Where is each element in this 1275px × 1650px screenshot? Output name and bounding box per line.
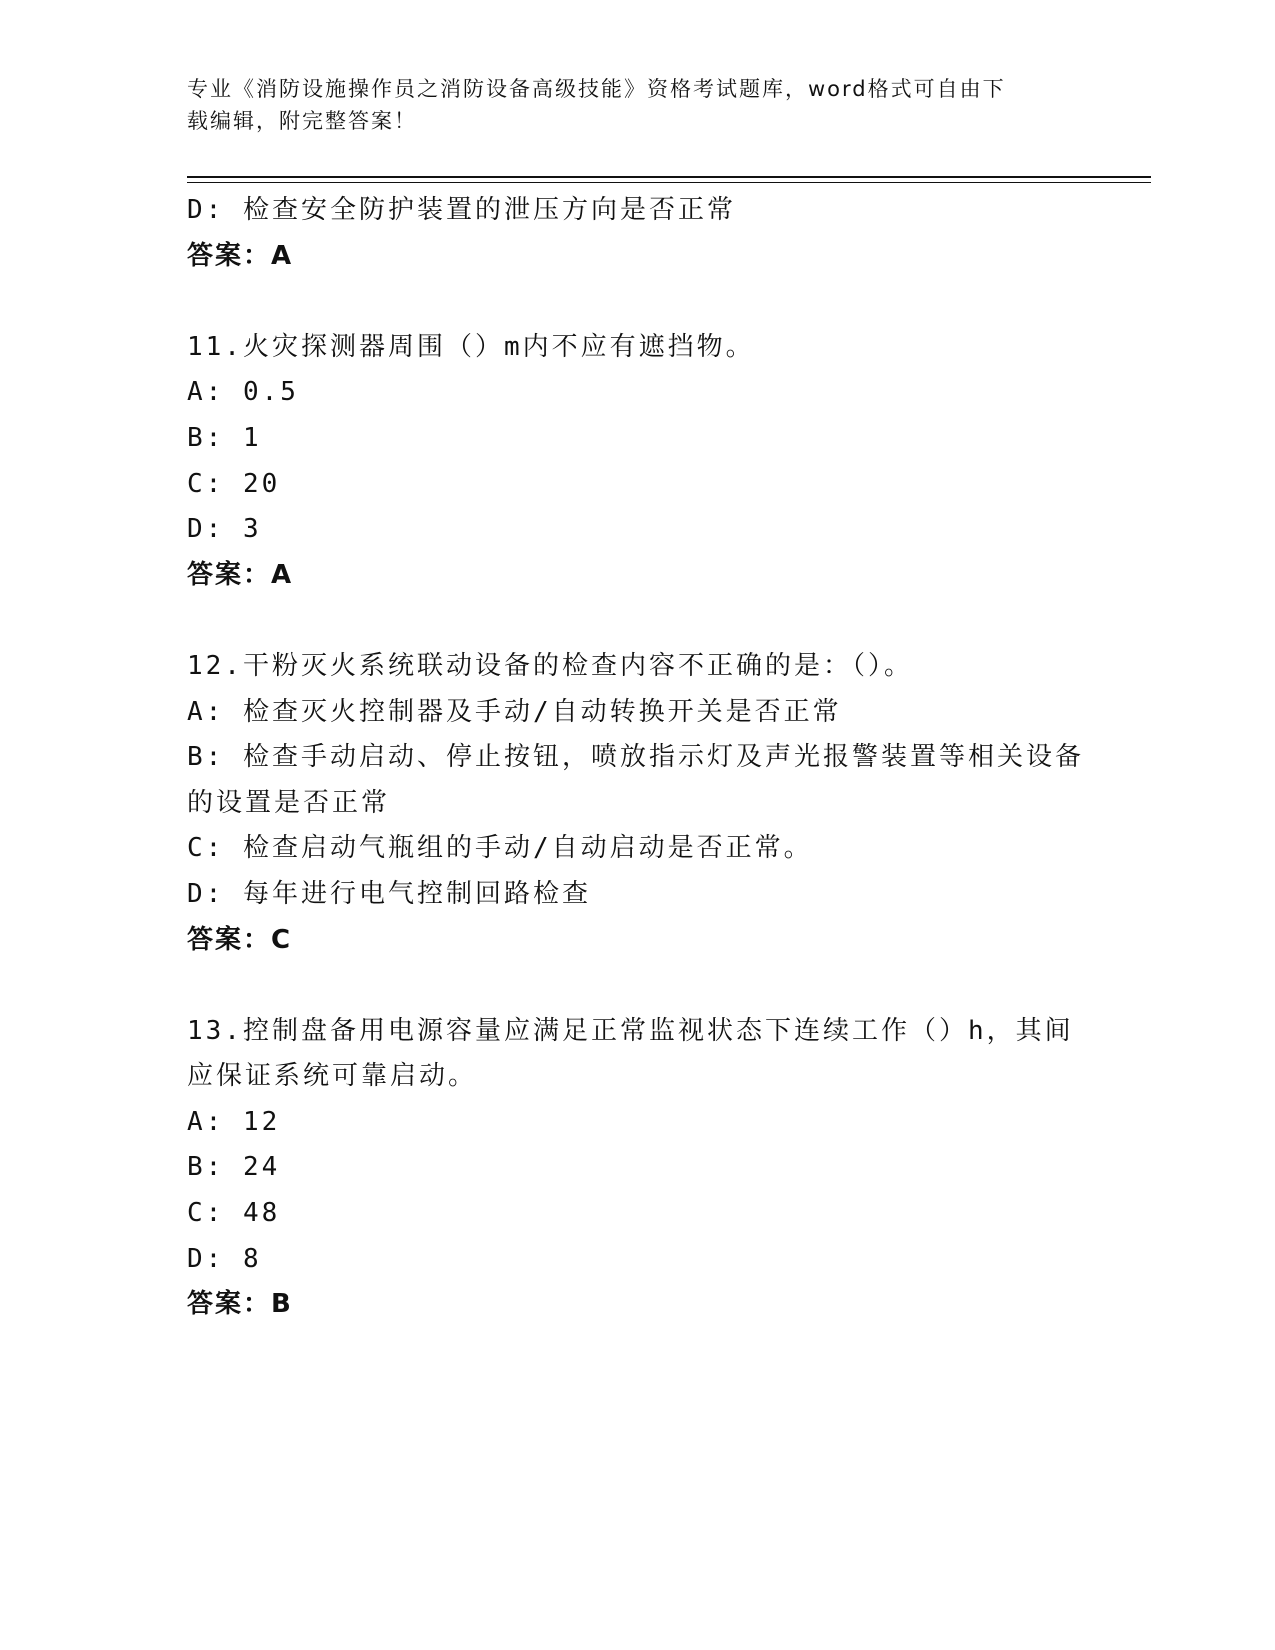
question-13-stem-cont: 应保证系统可靠启动。 bbox=[187, 1061, 478, 1092]
question-11-option-a: A: 0.5 bbox=[187, 377, 299, 408]
prev-option-d: D: 检查安全防护装置的泄压方向是否正常 bbox=[187, 195, 736, 225]
question-13-option-b: B: 24 bbox=[187, 1152, 281, 1183]
question-13-option-c: C: 48 bbox=[187, 1198, 281, 1229]
question-12-option-b: B: 检查手动启动、停止按钮，喷放指示灯及声光报警装置等相关设备 bbox=[187, 742, 1084, 773]
document-header bbox=[187, 73, 1067, 137]
question-12-option-a: A: 检查灭火控制器及手动/自动转换开关是否正常 bbox=[187, 696, 842, 727]
question-12-option-b-cont: 的设置是否正常 bbox=[187, 787, 391, 818]
header-divider-thick bbox=[187, 176, 1151, 178]
spacer bbox=[187, 598, 1087, 644]
question-13-option-d: D: 8 bbox=[187, 1243, 262, 1274]
question-12-option-c: C: 检查启动气瓶组的手动/自动启动是否正常。 bbox=[187, 833, 813, 864]
question-11-option-c: C: 20 bbox=[187, 468, 281, 499]
question-12-answer: 答案：C bbox=[187, 924, 293, 955]
header-line-1: 专业《消防设施操作员之消防设备高级技能》资格考试题库，word格式可自由下 bbox=[187, 77, 1006, 101]
spacer bbox=[187, 279, 1087, 325]
question-list bbox=[187, 188, 1087, 1328]
question-12-option-d: D: 每年进行电气控制回路检查 bbox=[187, 878, 591, 909]
question-11-option-b: B: 1 bbox=[187, 422, 262, 453]
question-13-answer: 答案：B bbox=[187, 1289, 293, 1320]
question-13-option-a: A: 12 bbox=[187, 1106, 281, 1137]
question-11-option-d: D: 3 bbox=[187, 514, 262, 545]
spacer bbox=[187, 963, 1087, 1009]
question-12-stem: 12.干粉灭火系统联动设备的检查内容不正确的是：（）。 bbox=[187, 650, 913, 681]
header-line-2: 载编辑，附完整答案！ bbox=[187, 109, 417, 133]
question-13-stem: 13.控制盘备用电源容量应满足正常监视状态下连续工作（）h，其间 bbox=[187, 1015, 1074, 1046]
question-11-stem: 11.火灾探测器周围（）m内不应有遮挡物。 bbox=[187, 331, 755, 362]
question-11-answer: 答案：A bbox=[187, 559, 294, 590]
header-divider-thin bbox=[187, 182, 1151, 183]
prev-answer: 答案：A bbox=[187, 240, 294, 271]
